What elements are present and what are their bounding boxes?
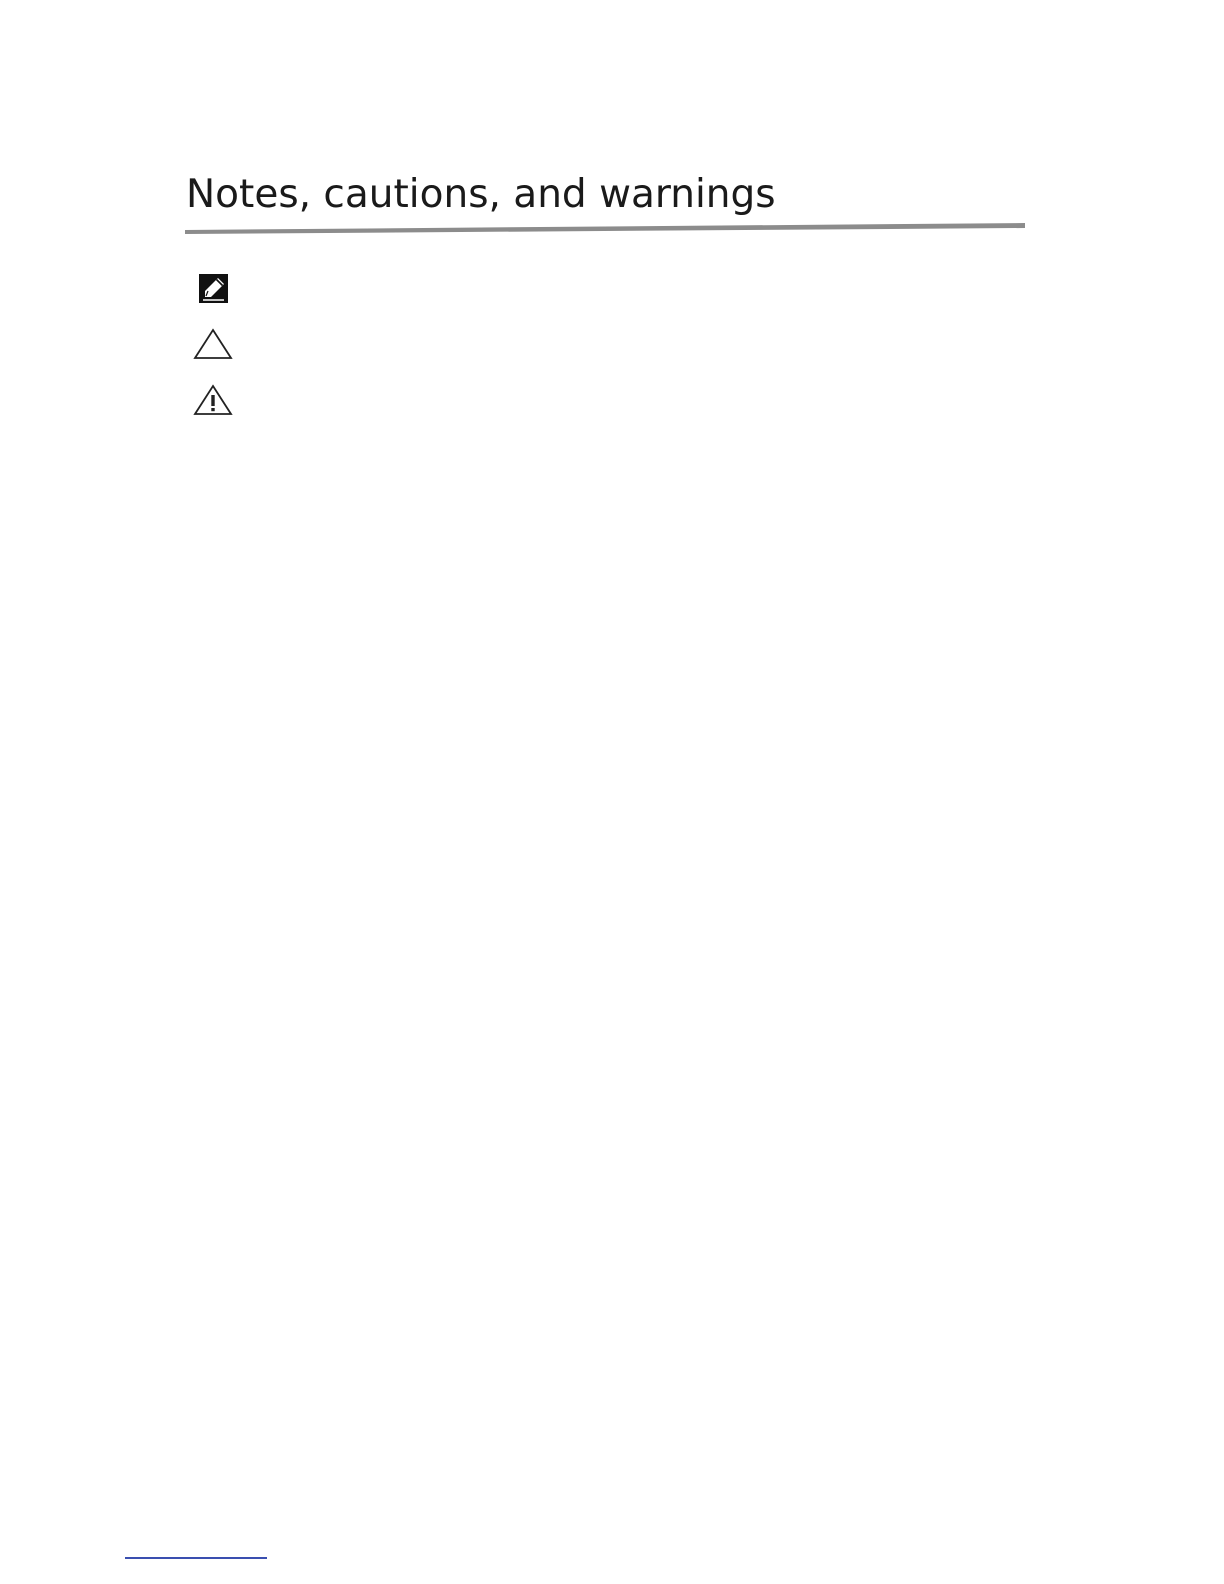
footnote-rule bbox=[125, 1557, 267, 1559]
page-title: Notes, cautions, and warnings bbox=[186, 172, 776, 217]
note-icon bbox=[199, 274, 228, 303]
caution-icon bbox=[193, 328, 233, 360]
title-underline bbox=[185, 222, 1025, 234]
warning-icon bbox=[193, 384, 233, 416]
